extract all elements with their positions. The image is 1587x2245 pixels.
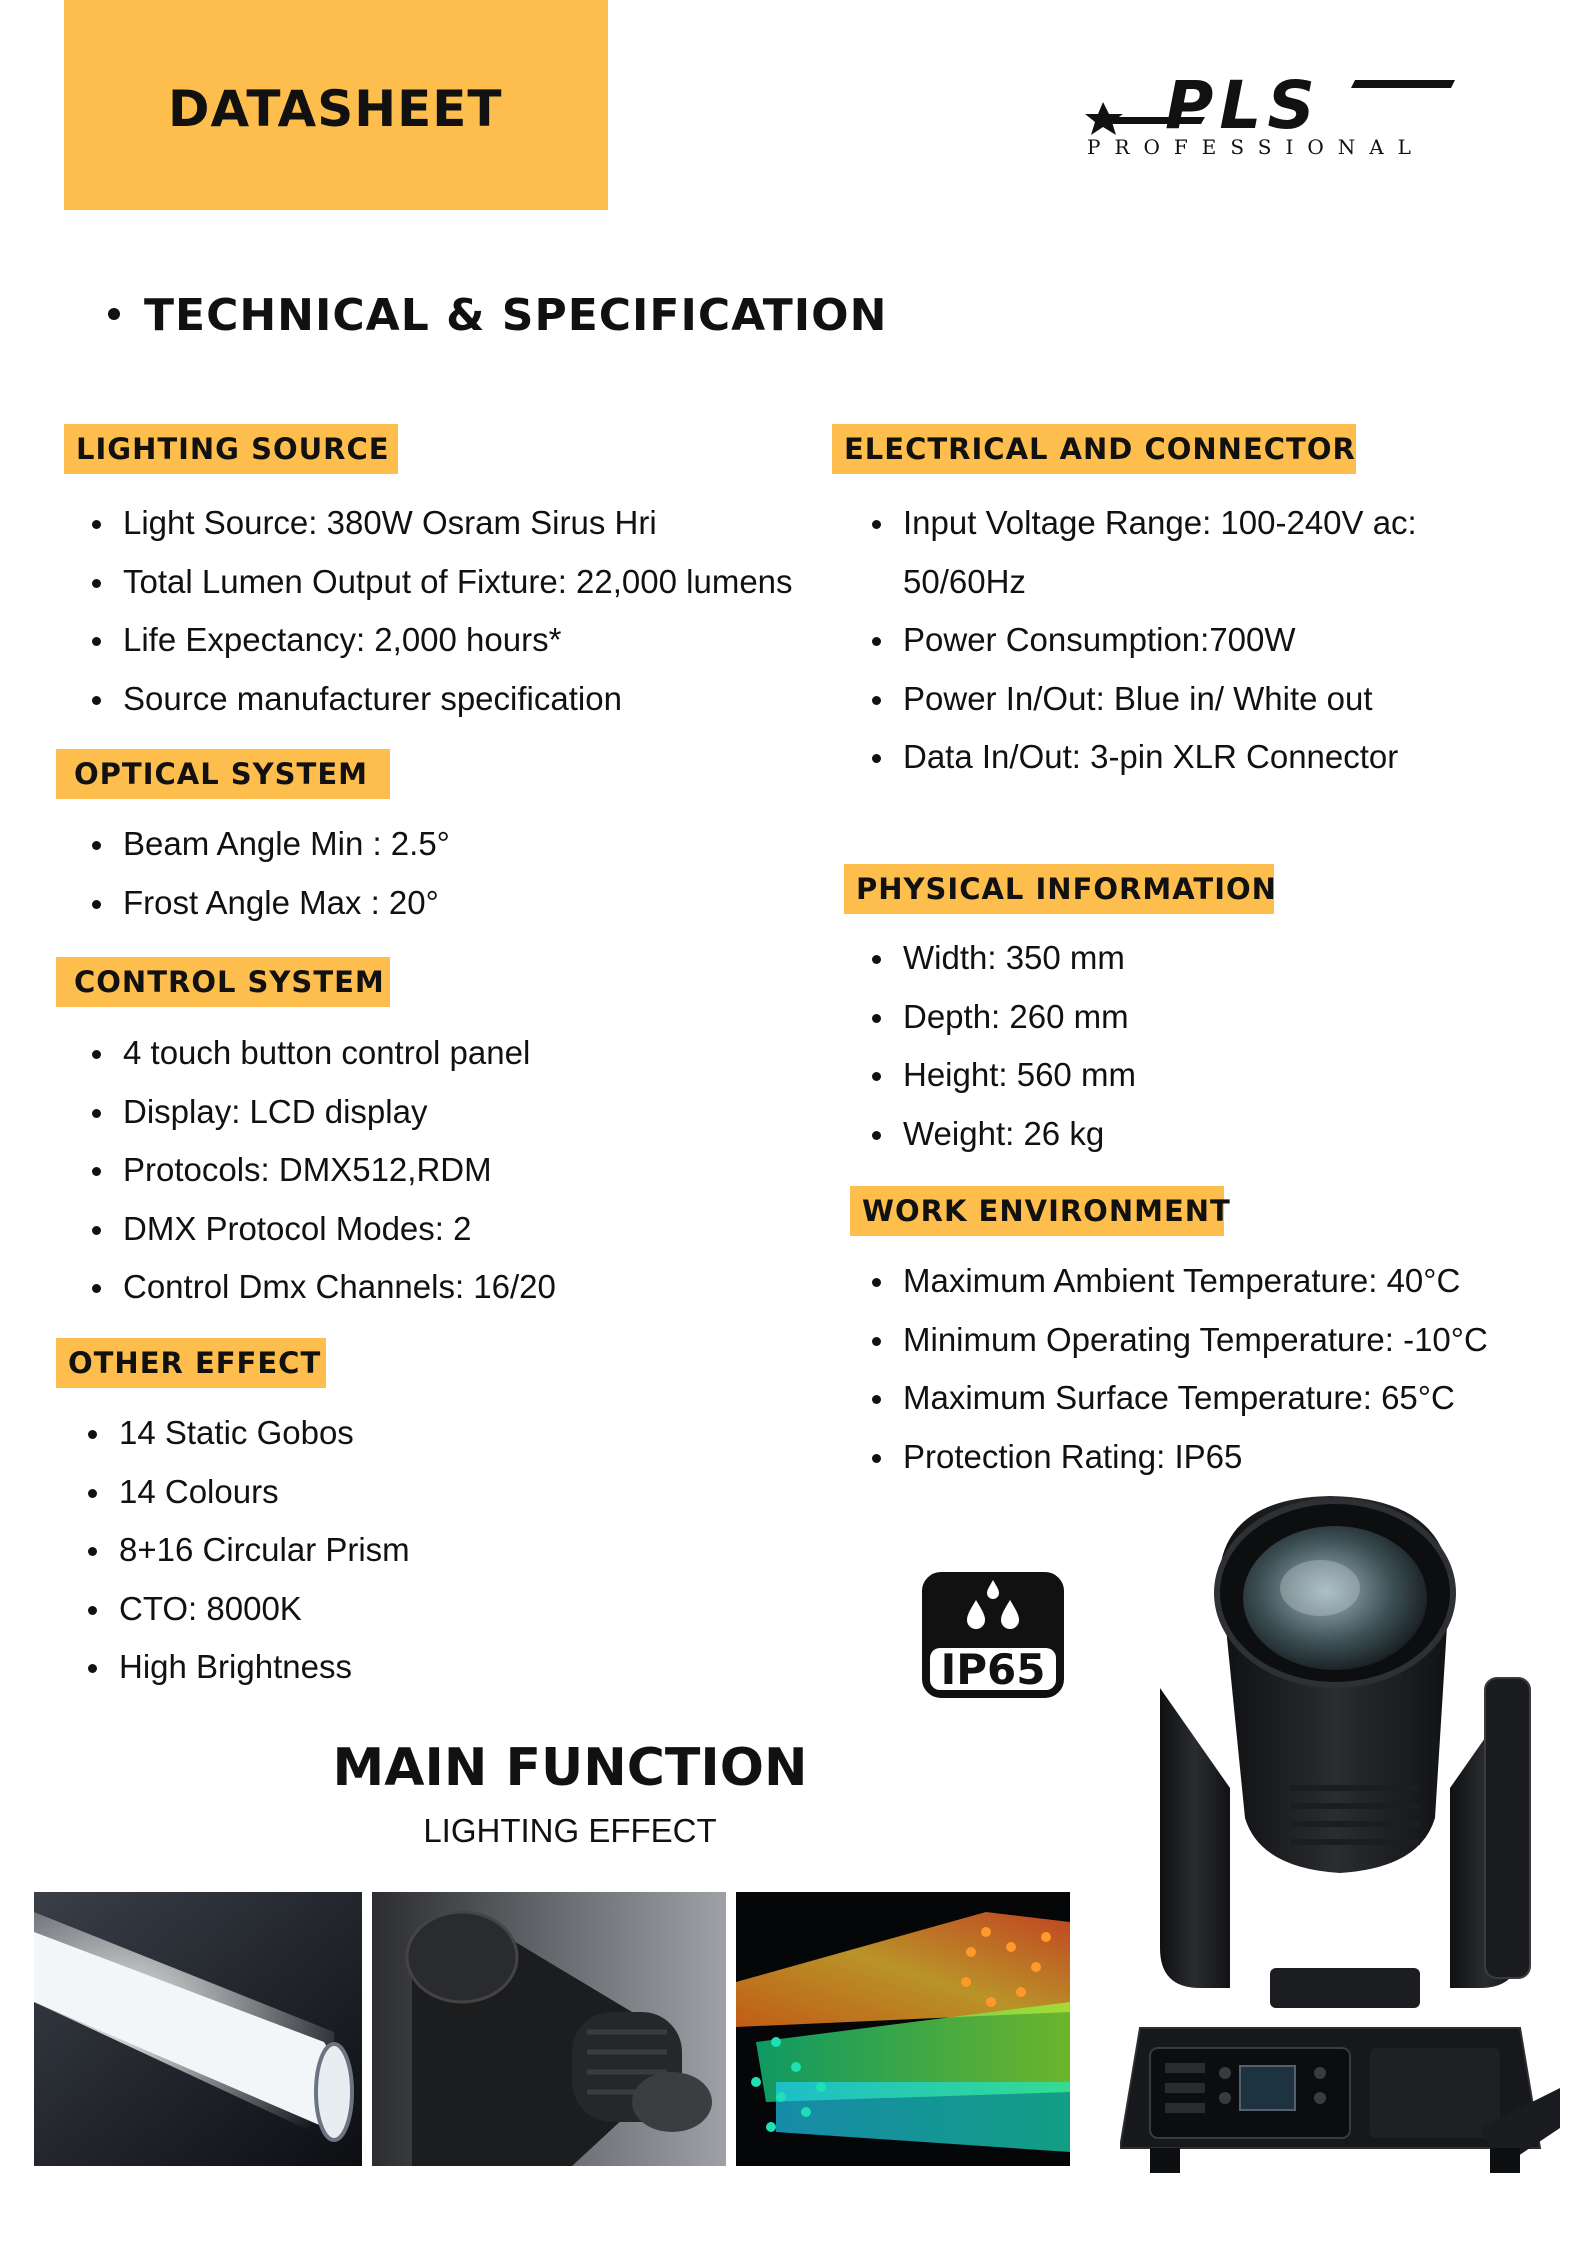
list-item: Power In/Out: Blue in/ White out: [872, 670, 1417, 729]
list-item: Height: 560 mm: [872, 1046, 1136, 1105]
list-item: DMX Protocol Modes: 2: [92, 1200, 556, 1259]
physical-info-label: PHYSICAL INFORMATION: [844, 864, 1274, 914]
electrical-label: ELECTRICAL AND CONNECTOR: [832, 424, 1356, 474]
work-environment-label: WORK ENVIRONMENT: [850, 1186, 1224, 1236]
list-item: 8+16 Circular Prism: [88, 1521, 410, 1580]
list-item: CTO: 8000K: [88, 1580, 410, 1639]
list-item: 4 touch button control panel: [92, 1024, 556, 1083]
moving-head-fixture-image: [1120, 1488, 1560, 2198]
list-item: Weight: 26 kg: [872, 1105, 1136, 1164]
control-system-label: CONTROL SYSTEM: [56, 957, 390, 1007]
list-item-continuation: 50/60Hz: [903, 562, 1026, 600]
logo-subtext: PROFESSIONAL: [1087, 135, 1425, 159]
beam-effect-photo: [34, 1892, 362, 2166]
lighting-source-list: [92, 494, 793, 728]
page-title: DATASHEET: [168, 80, 503, 138]
list-item: Beam Angle Min : 2.5°: [92, 815, 450, 874]
main-function-title: MAIN FUNCTION: [332, 1738, 808, 1798]
list-item: Maximum Surface Temperature: 65°C: [872, 1369, 1488, 1428]
electrical-list: [872, 494, 1417, 787]
prism-effect-photo: [736, 1892, 1070, 2166]
optical-system-label: OPTICAL SYSTEM: [56, 749, 390, 799]
list-item: Frost Angle Max : 20°: [92, 874, 450, 933]
ip65-badge: [920, 1570, 1066, 1700]
list-item: Power Consumption:700W: [872, 611, 1417, 670]
list-item: Input Voltage Range: 100-240V ac:: [872, 494, 1417, 553]
list-item: Width: 350 mm: [872, 929, 1136, 988]
list-item: Data In/Out: 3-pin XLR Connector: [872, 728, 1417, 787]
section-heading: TECHNICAL & SPECIFICATION: [108, 290, 887, 341]
list-item: Minimum Operating Temperature: -10°C: [872, 1311, 1488, 1370]
list-item: Depth: 260 mm: [872, 988, 1136, 1047]
list-item: Display: LCD display: [92, 1083, 556, 1142]
work-environment-list: [872, 1252, 1488, 1486]
physical-info-list: [872, 929, 1136, 1163]
list-item: High Brightness: [88, 1638, 410, 1697]
list-item: Source manufacturer specification: [92, 670, 793, 729]
list-item: Protection Rating: IP65: [872, 1428, 1488, 1487]
list-item: Total Lumen Output of Fixture: 22,000 lumens: [92, 553, 793, 612]
list-item: Maximum Ambient Temperature: 40°C: [872, 1252, 1488, 1311]
list-item: 14 Static Gobos: [88, 1404, 410, 1463]
logo-mark: PLS: [1165, 67, 1321, 144]
other-effect-list: [88, 1404, 410, 1697]
rain-fixture-photo: [372, 1892, 726, 2166]
control-system-list: [92, 1024, 556, 1317]
other-effect-label: OTHER EFFECT: [56, 1338, 326, 1388]
list-item: Light Source: 380W Osram Sirus Hri: [92, 494, 793, 553]
main-function-subtitle: LIGHTING EFFECT: [423, 1812, 717, 1849]
brand-logo: [1085, 62, 1465, 162]
bullet-icon: [108, 308, 120, 320]
list-item: 14 Colours: [88, 1463, 410, 1522]
list-item: Protocols: DMX512,RDM: [92, 1141, 556, 1200]
optical-system-list: [92, 815, 450, 932]
svg-text:IP65: IP65: [940, 1645, 1046, 1694]
list-item: Life Expectancy: 2,000 hours*: [92, 611, 793, 670]
list-item: Control Dmx Channels: 16/20: [92, 1258, 556, 1317]
lighting-source-label: LIGHTING SOURCE: [64, 424, 398, 474]
